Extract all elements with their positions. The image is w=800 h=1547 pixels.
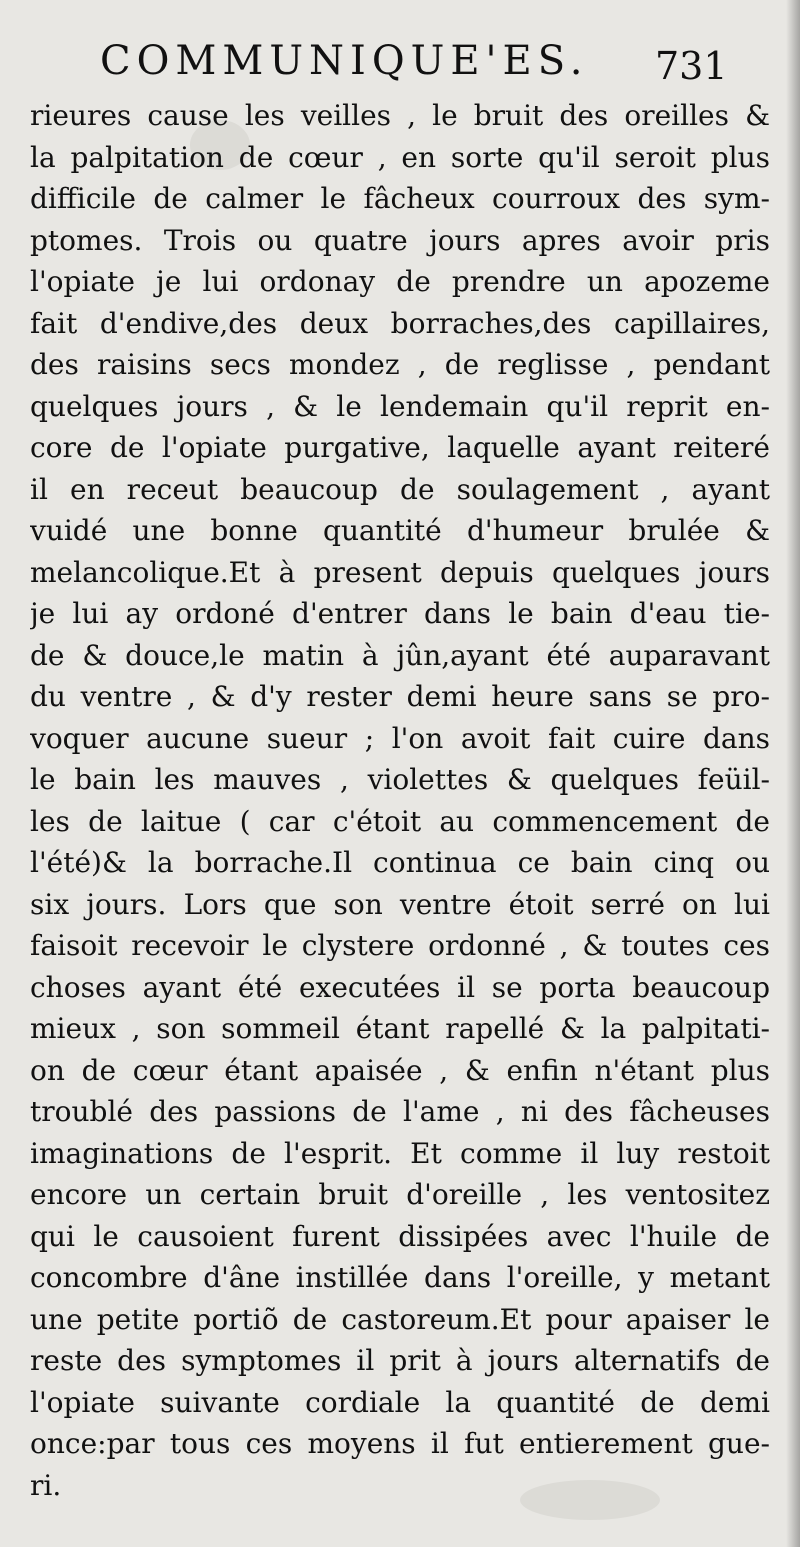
text-line: des raisins secs mondez , de reglisse , pendant (30, 348, 770, 381)
text-line: on de cœur étant apaisée , & enfin n'étant plus (30, 1053, 770, 1087)
page-edge-shadow (786, 0, 800, 1547)
text-line: du ventre , & d'y rester demi heure sans se pro- (30, 680, 770, 713)
text-line: melancolique.Et à present depuis quelques jours (30, 555, 770, 589)
text-line: troublé des passions de l'ame , ni des fâcheuses (30, 1095, 770, 1128)
text-line: le bain les mauves , violettes & quelques feüil- (30, 763, 770, 796)
text-line: quelques jours , & le lendemain qu'il reprit en- (30, 389, 770, 423)
text-line: ptomes. Trois ou quatre jours apres avoir pris (30, 223, 770, 257)
body-text (30, 95, 770, 1506)
text-line: l'opiate je lui ordonay de prendre un apozeme (30, 265, 770, 298)
text-line: rieures cause les veilles , le bruit des oreilles & (30, 99, 770, 132)
text-line: voquer aucune sueur ; l'on avoit fait cuire dans (30, 721, 770, 755)
text-line: l'été)& la borrache.Il continua ce bain cinq ou (30, 846, 770, 879)
text-line: il en receut beaucoup de soulagement , ayant (30, 472, 770, 506)
text-line: qui le causoient furent dissipées avec l'huile de (30, 1219, 770, 1253)
text-line: choses ayant été executées il se porta beaucoup (30, 970, 770, 1004)
text-line: difficile de calmer le fâcheux courroux des sym- (30, 182, 770, 215)
text-line: encore un certain bruit d'oreille , les ventositez (30, 1178, 770, 1211)
text-line: reste des symptomes il prit à jours alternatifs de (30, 1344, 770, 1377)
show-through-text (120, 1432, 760, 1472)
text-line: imaginations de l'esprit. Et comme il luy restoit (30, 1136, 770, 1170)
text-line: six jours. Lors que son ventre étoit serré on lui (30, 887, 770, 921)
running-title: COMMUNIQUE'ES. (100, 38, 589, 84)
text-line: je lui ay ordoné d'entrer dans le bain d'eau tie- (30, 597, 770, 630)
text-line: faisoit recevoir le clystere ordonné , & toutes ces (30, 929, 770, 962)
text-line: once:par tous ces moyens il fut entierement gue- (30, 1427, 770, 1460)
text-line: les de laitue ( car c'étoit au commencement de (30, 804, 770, 838)
text-line: ri. (30, 1468, 62, 1502)
text-line: fait d'endive,des deux borraches,des capillaires, (30, 306, 770, 340)
text-line: une petite portiõ de castoreum.Et pour apaiser le (30, 1302, 770, 1336)
text-line: concombre d'âne instillée dans l'oreille, y metant (30, 1261, 770, 1294)
text-line: l'opiate suivante cordiale la quantité de demi (30, 1385, 770, 1419)
running-header (100, 38, 740, 98)
page-number: 731 (655, 44, 728, 88)
text-line: mieux , son sommeil étant rapellé & la palpitati- (30, 1012, 770, 1045)
text-line: vuidé une bonne quantité d'humeur brulée & (30, 514, 770, 547)
text-line: core de l'opiate purgative, laquelle ayant reiteré (30, 431, 770, 464)
text-line: la palpitation de cœur , en sorte qu'il seroit plus (30, 140, 770, 174)
text-line: de & douce,le matin à jûn,ayant été auparavant (30, 638, 770, 672)
